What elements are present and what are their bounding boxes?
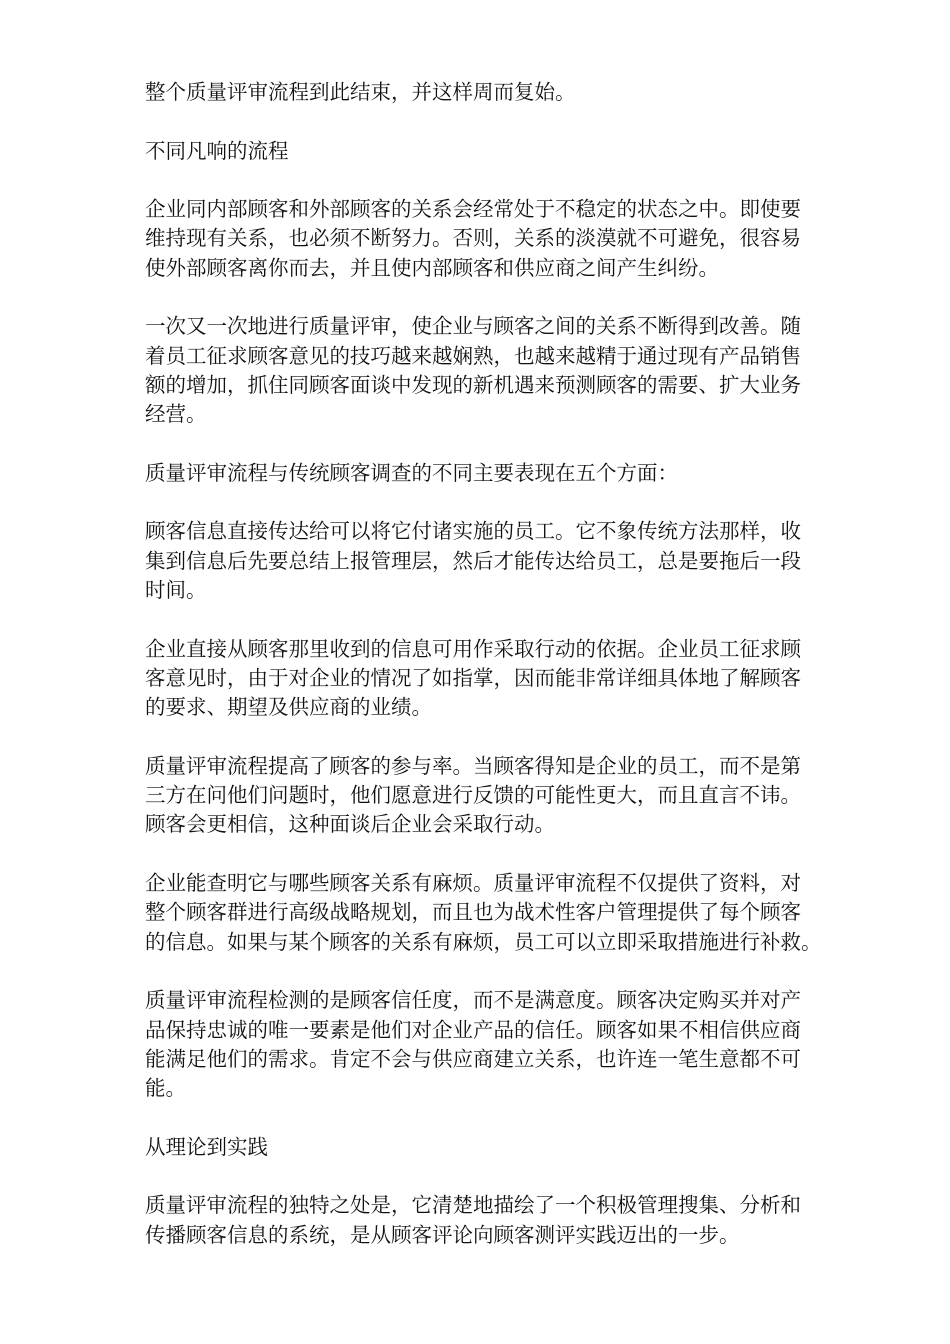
text-line: 能满足他们的需求。肯定不会与供应商建立关系，也许连一笔生意都不可 xyxy=(145,1046,801,1071)
text-line: 质量评审流程的独特之处是，它清楚地描绘了一个积极管理搜集、分析和 xyxy=(145,1193,801,1218)
section-heading-theory-to-practice xyxy=(145,1133,875,1162)
text-line: 质量评审流程检测的是顾客信任度，而不是满意度。顾客决定购买并对产 xyxy=(145,988,801,1013)
paragraph-aspect-problem-customers xyxy=(145,869,875,957)
text-line: 着员工征求顾客意见的技巧越来越娴熟，也越来越精于通过现有产品销售 xyxy=(145,343,801,368)
text-line: 时间。 xyxy=(145,578,207,603)
text-line: 质量评审流程与传统顾客调查的不同主要表现在五个方面： xyxy=(145,460,678,485)
paragraph-repeated-reviews xyxy=(145,312,875,429)
text-line: 三方在问他们问题时，他们愿意进行反馈的可能性更大，而且直言不讳。 xyxy=(145,783,801,808)
text-line: 传播顾客信息的系统，是从顾客评论向顾客测评实践迈出的一步。 xyxy=(145,1222,740,1247)
text-line: 维持现有关系，也必须不断努力。否则，关系的淡漠就不可避免，很容易 xyxy=(145,226,801,251)
text-line: 质量评审流程提高了顾客的参与率。当顾客得知是企业的员工，而不是第 xyxy=(145,753,801,778)
text-line: 能。 xyxy=(145,1076,186,1101)
text-line: 经营。 xyxy=(145,402,207,427)
text-line: 额的增加，抓住同顾客面谈中发现的新机遇来预测顾客的需要、扩大业务 xyxy=(145,372,801,397)
text-line: 集到信息后先要总结上报管理层，然后才能传达给员工，总是要拖后一段 xyxy=(145,548,801,573)
paragraph-closing-sentence xyxy=(145,78,875,107)
paragraph-five-aspects-intro xyxy=(145,459,875,488)
text-line: 不同凡响的流程 xyxy=(145,138,289,163)
text-line: 顾客会更相信，这种面谈后企业会采取行动。 xyxy=(145,812,555,837)
paragraph-aspect-participation xyxy=(145,752,875,840)
text-line: 整个顾客群进行高级战略规划，而且也为战术性客户管理提供了每个顾客 xyxy=(145,900,801,925)
paragraph-aspect-direct-info xyxy=(145,517,875,605)
text-line: 整个质量评审流程到此结束，并这样周而复始。 xyxy=(145,80,576,104)
text-line: 品保持忠诚的唯一要素是他们对企业产品的信任。顾客如果不相信供应商 xyxy=(145,1017,801,1042)
paragraph-uniqueness xyxy=(145,1191,875,1250)
text-line: 的要求、期望及供应商的业绩。 xyxy=(145,695,432,720)
text-line: 企业直接从顾客那里收到的信息可用作采取行动的依据。企业员工征求顾 xyxy=(145,636,801,661)
text-line: 企业同内部顾客和外部顾客的关系会经常处于不稳定的状态之中。即使要 xyxy=(145,197,801,222)
text-line: 一次又一次地进行质量评审，使企业与顾客之间的关系不断得到改善。随 xyxy=(145,314,801,339)
document-body xyxy=(145,78,875,1279)
text-line: 客意见时，由于对企业的情况了如指掌，因而能非常详细具体地了解顾客 xyxy=(145,665,801,690)
text-line: 使外部顾客离你而去，并且使内部顾客和供应商之间产生纠纷。 xyxy=(145,255,719,280)
section-heading-distinctive-process xyxy=(145,137,875,166)
text-line: 从理论到实践 xyxy=(145,1134,268,1159)
paragraph-relationships xyxy=(145,195,875,283)
paragraph-aspect-trust xyxy=(145,986,875,1103)
text-line: 顾客信息直接传达给可以将它付诸实施的员工。它不象传统方法那样，收 xyxy=(145,519,801,544)
text-line: 的信息。如果与某个顾客的关系有麻烦，员工可以立即采取措施进行补救。 xyxy=(145,929,822,954)
text-line: 企业能查明它与哪些顾客关系有麻烦。质量评审流程不仅提供了资料，对 xyxy=(145,871,801,896)
paragraph-aspect-action-basis xyxy=(145,635,875,723)
